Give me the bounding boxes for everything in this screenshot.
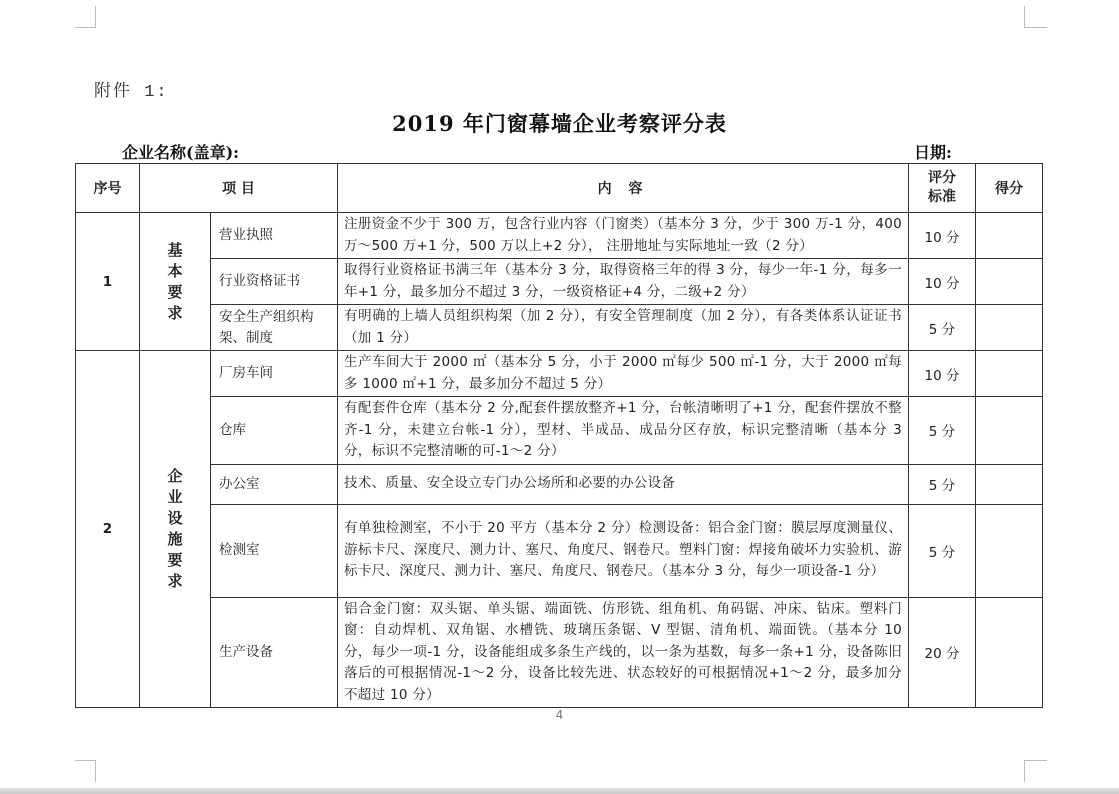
table-row bbox=[76, 397, 1043, 465]
crop-mark-top-left bbox=[75, 6, 96, 28]
sub-item: 检测室 bbox=[211, 504, 338, 597]
score-input-cell[interactable] bbox=[976, 259, 1043, 305]
table-row bbox=[76, 464, 1043, 504]
score-input-cell[interactable] bbox=[976, 351, 1043, 397]
score-input-cell[interactable] bbox=[976, 397, 1043, 465]
score-standard: 5 分 bbox=[909, 464, 976, 504]
header-score: 得分 bbox=[976, 164, 1043, 213]
table-header-row bbox=[76, 164, 1043, 213]
score-standard: 5 分 bbox=[909, 504, 976, 597]
sub-item: 仓库 bbox=[211, 397, 338, 465]
score-standard: 20 分 bbox=[909, 597, 976, 708]
sub-item: 生产设备 bbox=[211, 597, 338, 708]
crop-mark-top-right bbox=[1024, 6, 1047, 28]
header-item: 项 目 bbox=[140, 164, 338, 213]
score-standard: 5 分 bbox=[909, 397, 976, 465]
group-category: 基 本 要 求 bbox=[140, 213, 211, 351]
sub-item: 厂房车间 bbox=[211, 351, 338, 397]
score-standard: 5 分 bbox=[909, 305, 976, 351]
table-row bbox=[76, 213, 1043, 259]
sub-item: 安全生产组织构架、制度 bbox=[211, 305, 338, 351]
scoring-table bbox=[75, 163, 1043, 708]
table-row bbox=[76, 351, 1043, 397]
table-row bbox=[76, 504, 1043, 597]
score-input-cell[interactable] bbox=[976, 464, 1043, 504]
header-content: 内 容 bbox=[338, 164, 909, 213]
date-label: 日期: bbox=[914, 143, 952, 162]
attachment-label: 附件 1: bbox=[94, 83, 169, 102]
page-number: 4 bbox=[555, 708, 564, 722]
score-input-cell[interactable] bbox=[976, 597, 1043, 708]
sub-item: 行业资格证书 bbox=[211, 259, 338, 305]
page-edge bbox=[0, 788, 1119, 794]
header-score-standard: 评分 标准 bbox=[909, 164, 976, 213]
crop-mark-bottom-left bbox=[75, 760, 96, 782]
table-row bbox=[76, 259, 1043, 305]
table-row bbox=[76, 597, 1043, 708]
content-cell: 生产车间大于 2000 ㎡（基本分 5 分，小于 2000 ㎡每少 500 ㎡-1 分，大于 2000 ㎡每多 1000 ㎡+1 分，最多加分不超过 5 分） bbox=[338, 351, 909, 397]
score-standard: 10 分 bbox=[909, 351, 976, 397]
crop-mark-bottom-right bbox=[1024, 760, 1047, 782]
group-number: 2 bbox=[76, 351, 140, 708]
score-input-cell[interactable] bbox=[976, 213, 1043, 259]
score-input-cell[interactable] bbox=[976, 504, 1043, 597]
content-cell: 有明确的上墙人员组织构架（加 2 分），有安全管理制度（加 2 分），有各类体系认证证书（加 1 分） bbox=[338, 305, 909, 351]
sub-item: 办公室 bbox=[211, 464, 338, 504]
sub-item: 营业执照 bbox=[211, 213, 338, 259]
score-input-cell[interactable] bbox=[976, 305, 1043, 351]
content-cell: 有单独检测室，不小于 20 平方（基本分 2 分）检测设备：铝合金门窗：膜层厚度测量仪、游标卡尺、深度尺、测力计、塞尺、角度尺、钢卷尺。塑料门窗：焊接角破坏力实验机、游标卡尺、深度尺、测力计、塞尺、角度尺、钢卷尺。（基本分 3 分，每少一项设备-1 分） bbox=[338, 504, 909, 597]
group-category: 企 业 设 施 要 求 bbox=[140, 351, 211, 708]
table-row bbox=[76, 305, 1043, 351]
group-number: 1 bbox=[76, 213, 140, 351]
header-no: 序号 bbox=[76, 164, 140, 213]
score-standard: 10 分 bbox=[909, 213, 976, 259]
company-name-label: 企业名称(盖章): bbox=[122, 143, 240, 162]
content-cell: 铝合金门窗：双头锯、单头锯、端面铣、仿形铣、组角机、角码锯、冲床、钻床。塑料门窗：自动焊机、双角锯、水槽铣、玻璃压条锯、V 型锯、清角机、端面铣。（基本分 10 分，每少一项-1 分，设备能组成多条生产线的，以一条为基数，每多一条+1 分，设备陈旧落后的可根据情况-1～2 分，设备比较先进、状态较好的可根据情况+1～2 分，最多加分不超过 10 分） bbox=[338, 597, 909, 708]
document-title: 2019 年门窗幕墙企业考察评分表 bbox=[392, 111, 727, 136]
content-cell: 注册资金不少于 300 万，包含行业内容（门窗类）（基本分 3 分，少于 300 万-1 分，400 万～500 万+1 分，500 万以上+2 分）， 注册地址与实际地址一致（2 分） bbox=[338, 213, 909, 259]
content-cell: 有配套件仓库（基本分 2 分,配套件摆放整齐+1 分，台帐清晰明了+1 分，配套件摆放不整齐-1 分，未建立台帐-1 分），型材、半成品、成品分区存放，标识完整清晰（基本分 3 分，标识不完整清晰的可-1～2 分） bbox=[338, 397, 909, 465]
content-cell: 取得行业资格证书满三年（基本分 3 分，取得资格三年的得 3 分，每少一年-1 分，每多一年+1 分，最多加分不超过 3 分，一级资格证+4 分，二级+2 分） bbox=[338, 259, 909, 305]
score-standard: 10 分 bbox=[909, 259, 976, 305]
content-cell: 技术、质量、安全设立专门办公场所和必要的办公设备 bbox=[338, 464, 909, 504]
